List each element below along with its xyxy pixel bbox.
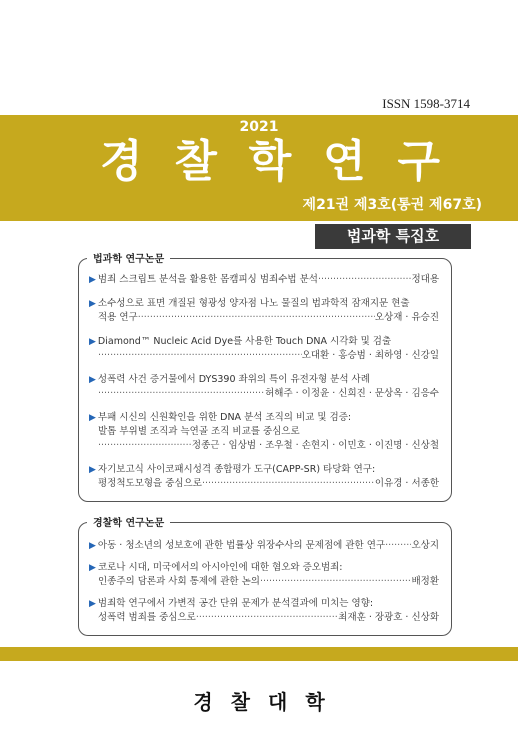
- leader-dots: [196, 611, 338, 625]
- entry-authors: 허해주 · 이정윤 · 신희진 · 문상옥 · 김응수: [265, 388, 439, 399]
- issn: ISSN 1598-3714: [382, 96, 470, 111]
- title-char: 구: [397, 136, 440, 187]
- title-char: 학: [248, 136, 292, 187]
- triangle-bullet-icon: ▶: [89, 541, 96, 551]
- toc-entry: [89, 463, 439, 491]
- section-box-police: [78, 518, 452, 636]
- toc-entry: [89, 335, 439, 363]
- entry-title: 성폭력 사건 증거물에서 DYS390 좌위의 특이 유전자형 분석 사례: [97, 374, 370, 385]
- entry-title: 코로나 시대, 미국에서의 아시아인에 대한 혐오와 증오범죄:: [97, 562, 343, 573]
- leader-dots: [138, 311, 375, 325]
- triangle-bullet-icon: ▶: [89, 413, 96, 423]
- toc-entry: [89, 411, 439, 453]
- entry-authors: 배정환: [411, 576, 439, 587]
- volume-info: 제21권 제3호(통권 제67호): [302, 197, 482, 213]
- year: 2021: [239, 119, 279, 135]
- publisher: 경찰대학: [193, 690, 343, 714]
- section-label: 경찰학 연구논문: [87, 514, 170, 529]
- triangle-bullet-icon: ▶: [89, 299, 96, 309]
- entry-title: 소수성으로 표면 개질된 형광성 양자점 나노 물질의 법과학적 잠재지문 현출: [97, 298, 410, 309]
- entry-authors: 정종근 · 임상범 · 조우철 · 손현지 · 이민호 · 이진명 · 신상철: [191, 440, 439, 451]
- entry-title-cont: 적용 연구: [98, 312, 138, 323]
- toc-entry: [89, 539, 439, 553]
- toc-entry: [89, 561, 439, 589]
- entry-authors: 오상지: [411, 540, 439, 551]
- entry-title-cont: 평정척도모형을 중심으로: [98, 478, 202, 489]
- triangle-bullet-icon: ▶: [89, 563, 96, 573]
- toc-entry: [89, 273, 439, 287]
- leader-dots: [98, 439, 192, 453]
- entry-authors: 이유경 · 서종한: [374, 478, 439, 489]
- leader-dots: [318, 273, 412, 287]
- title-char: 경: [100, 136, 143, 187]
- entry-authors: 오상재 · 유승진: [374, 312, 439, 323]
- toc-entry: [89, 297, 439, 325]
- triangle-bullet-icon: ▶: [89, 599, 96, 609]
- entry-title-cont: 발톱 부위별 조직과 늑연골 조직 비교를 중심으로: [98, 426, 300, 437]
- section-label: 법과학 연구논문: [87, 250, 170, 265]
- entry-authors: 최재훈 · 장광호 · 신상화: [338, 612, 439, 623]
- entry-title: 자기보고식 사이코패시성격 종합평가 도구(CAPP-SR) 타당화 연구:: [97, 464, 376, 475]
- leader-dots: [98, 387, 265, 401]
- triangle-bullet-icon: ▶: [89, 465, 96, 475]
- toc-entry: [89, 597, 439, 625]
- toc-entry: [89, 373, 439, 401]
- leader-dots: [385, 539, 411, 553]
- triangle-bullet-icon: ▶: [89, 375, 96, 385]
- entry-title: Diamond™ Nucleic Acid Dye를 사용한 Touch DNA 시각화 및 검출: [97, 336, 392, 347]
- title-char: 찰: [174, 136, 217, 187]
- section-box-forensic: [78, 254, 452, 502]
- triangle-bullet-icon: ▶: [89, 337, 96, 347]
- entry-title: 부패 시신의 신원확인을 위한 DNA 분석 조직의 비교 및 검증:: [97, 412, 352, 423]
- special-issue-badge: 법과학 특집호: [315, 224, 471, 249]
- entry-title: 범죄 스크립트 분석을 활용한 몸캠피싱 범죄수법 분석: [97, 274, 318, 285]
- leader-dots: [98, 349, 302, 363]
- entry-title: 범죄학 연구에서 가변적 공간 단위 문제가 분석결과에 미치는 영향:: [97, 598, 374, 609]
- bottom-band: [0, 647, 518, 661]
- triangle-bullet-icon: ▶: [89, 275, 96, 285]
- entry-title-cont: 성폭력 범죄를 중심으로: [98, 612, 196, 623]
- journal-title: [100, 136, 440, 188]
- entry-authors: 정대용: [411, 274, 439, 285]
- entry-title: 아동 · 청소년의 성보호에 관한 법률상 위장수사의 문제점에 관한 연구: [97, 540, 386, 551]
- entry-authors: 오대환 · 홍승범 · 최하영 · 신강일: [301, 350, 439, 361]
- entry-title-cont: 인종주의 담론과 사회 통제에 관한 논의: [98, 576, 260, 587]
- leader-dots: [202, 477, 375, 491]
- leader-dots: [260, 575, 412, 589]
- title-char: 연: [323, 136, 366, 187]
